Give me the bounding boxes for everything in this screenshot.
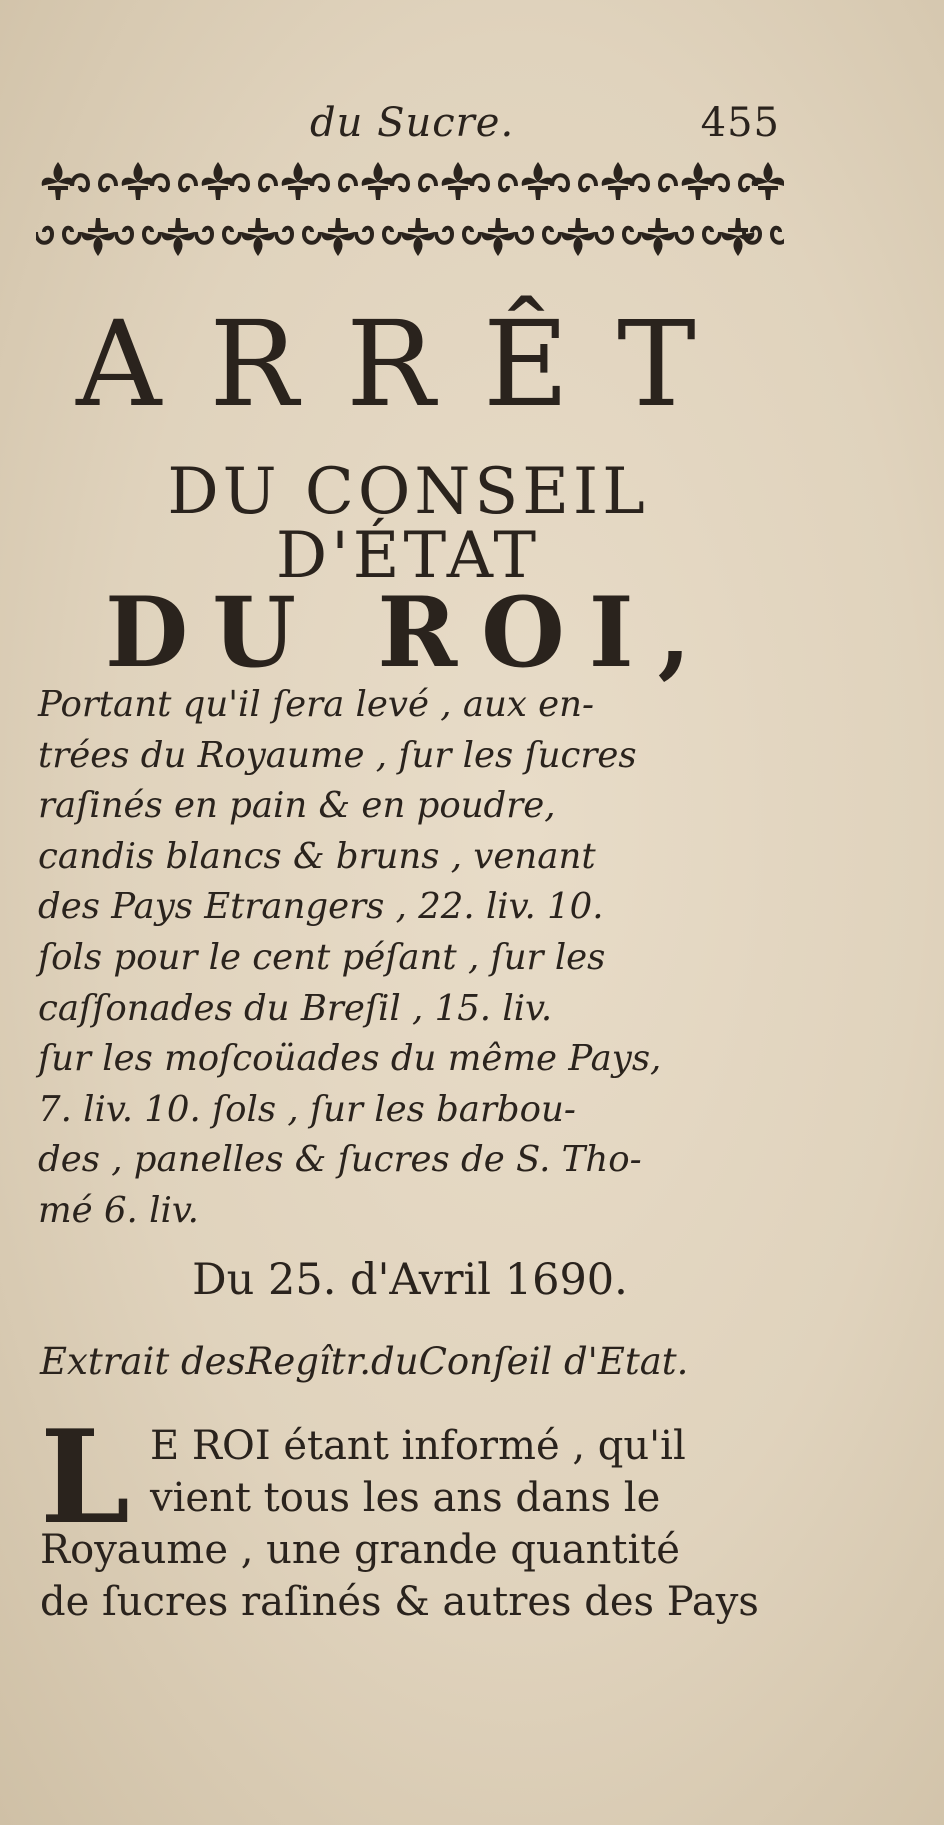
title-du-roi: DU ROI, [104, 576, 716, 689]
summary-line: ſols pour le cent péſant , ſur les [38, 936, 606, 978]
title-arret: ARRÊT [76, 295, 744, 433]
body-line: vient tous les ans dans le [150, 1475, 661, 1521]
title-conseil-etat: DU CONSEIL D'ÉTAT [167, 455, 649, 593]
body-line: de ſucres raſinés & autres des Pays [40, 1579, 759, 1625]
running-head: du Sucre. [310, 100, 515, 146]
summary-line: des Pays Etrangers , 22. liv. 10. [38, 886, 604, 928]
extract-heading: Extrait desRegîtr.duConſeil d'Etat. [40, 1340, 689, 1383]
summary-line: raſinés en pain & en poudre, [38, 785, 556, 827]
body-line: E ROI étant informé , qu'il [150, 1423, 686, 1469]
summary-paragraph [38, 680, 778, 1237]
summary-line: des , panelles & ſucres de S. Tho- [38, 1139, 642, 1181]
summary-line: caſſonades du Breſil , 15. liv. [38, 987, 553, 1029]
body-line: Royaume , une grande quantité [40, 1527, 680, 1573]
body-paragraph [40, 1403, 780, 1628]
ornament-row-bottom [36, 218, 784, 256]
page-number: 455 [700, 100, 780, 146]
summary-line: trées du Royaume , ſur les ſucres [38, 734, 637, 776]
summary-line: ſur les moſcoüades du même Pays, [38, 1038, 662, 1080]
drop-cap: L [40, 1403, 130, 1553]
summary-line: 7. liv. 10. ſols , ſur les barbou- [38, 1088, 576, 1130]
page-header [40, 92, 780, 152]
decree-date: Du 25. d'Avril 1690. [192, 1255, 628, 1305]
fleuron-ornament-band [36, 150, 784, 268]
summary-line: candis blancs & bruns , venant [38, 835, 596, 877]
ornament-row-top [42, 162, 784, 200]
summary-line: mé 6. liv. [38, 1189, 199, 1231]
summary-line: Portant qu'il ſera levé , aux en- [38, 684, 595, 725]
